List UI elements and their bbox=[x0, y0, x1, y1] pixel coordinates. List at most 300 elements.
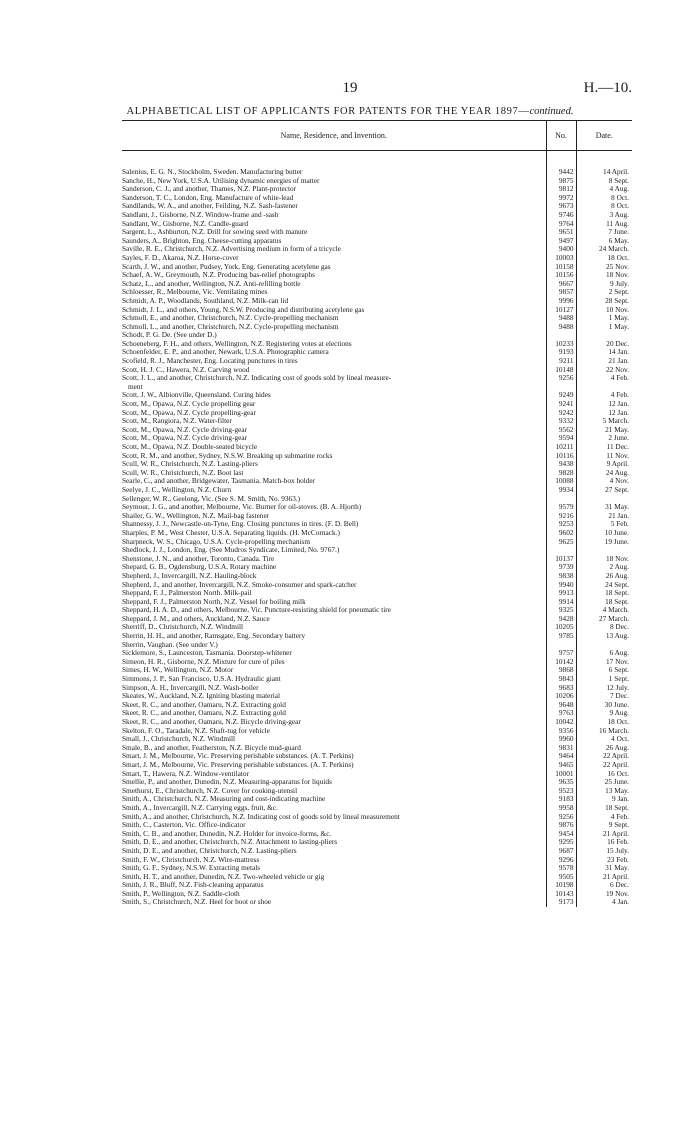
table-row bbox=[122, 684, 632, 693]
table-row bbox=[122, 701, 632, 710]
entry-date: 18 Oct. bbox=[576, 718, 632, 727]
entry-text: Smith, P., Wellington, N.Z. Saddle-cloth bbox=[122, 889, 240, 898]
entry-date: 22 Nov. bbox=[576, 366, 632, 375]
entry-date: 9 Sept. bbox=[576, 821, 632, 830]
table-row bbox=[122, 237, 632, 246]
entry-number: 9673 bbox=[546, 202, 576, 211]
entry-text: Scott, H. J. C., Hawera, N.Z. Carving wood bbox=[122, 365, 250, 374]
table-row bbox=[122, 795, 632, 804]
entry-number: 10088 bbox=[546, 477, 576, 486]
entry-text: Scott, M., Opawa, N.Z. Cycle propelling gear bbox=[122, 400, 256, 409]
entry-number bbox=[546, 383, 576, 392]
entry-number: 9594 bbox=[546, 434, 576, 443]
entry-date: 22 April. bbox=[576, 761, 632, 770]
entry-date: 2 Sept. bbox=[576, 288, 632, 297]
entry-date bbox=[576, 331, 632, 340]
entry-date: 12 Jan. bbox=[576, 400, 632, 409]
table-row bbox=[122, 649, 632, 658]
entry-text: Simpson, A. H., Invercargill, N.Z. Wash-boiler bbox=[122, 683, 259, 692]
entry-text: Sharples, P. M., West Chester, U.S.A. Separating liquids. (H. McCornack.) bbox=[122, 528, 340, 537]
entry-date: 26 Aug. bbox=[576, 744, 632, 753]
entry-text: Shenstone, J. N., and another, Toronto, Canada. Tire bbox=[122, 554, 275, 563]
table-row bbox=[122, 443, 632, 452]
entry-text: Smart, J. M., Melbourne, Vic. Preserving perishable substances. (A. T. Perkins) bbox=[122, 760, 354, 769]
entry-text: Sandlant, W., Gisborne, N.Z. Candle-guard bbox=[122, 219, 249, 228]
entry-number: 9868 bbox=[546, 666, 576, 675]
table-row bbox=[122, 529, 632, 538]
entry-text: Simeon, H. R., Gisborne, N.Z. Mixture for cure of piles bbox=[122, 657, 285, 666]
entry-date: 1 May. bbox=[576, 314, 632, 323]
table-row bbox=[122, 813, 632, 822]
entry-date: 4 Feb. bbox=[576, 391, 632, 400]
table-body bbox=[122, 151, 632, 908]
table-row bbox=[122, 890, 632, 899]
entry-date: 3 Aug. bbox=[576, 211, 632, 220]
entry-text: Searle, C., and another, Bridgewater, Tasmania. Match-box holder bbox=[122, 477, 316, 486]
entry-number: 9464 bbox=[546, 752, 576, 761]
entry-number: 9332 bbox=[546, 417, 576, 426]
entry-date: 13 May. bbox=[576, 787, 632, 796]
entry-number: 9325 bbox=[546, 606, 576, 615]
table-row bbox=[122, 804, 632, 813]
table-row bbox=[122, 374, 632, 383]
entry-date: 16 March. bbox=[576, 727, 632, 736]
entry-date: 7 June. bbox=[576, 228, 632, 237]
entry-date: 6 May. bbox=[576, 237, 632, 246]
entry-text: Sicklemore, S., Launceston, Tasmania. Doorstep-whitener bbox=[122, 649, 292, 658]
entry-date bbox=[576, 546, 632, 555]
entry-number: 9256 bbox=[546, 374, 576, 383]
entry-date: 4 Aug. bbox=[576, 185, 632, 194]
entry-date: 1 Sept. bbox=[576, 675, 632, 684]
entry-date: 9 April. bbox=[576, 460, 632, 469]
entry-number: 9295 bbox=[546, 838, 576, 847]
entry-text: Skeet, R. C., and another, Oamaru, N.Z. Bicycle driving-gear bbox=[122, 718, 301, 726]
entry-date: 18 Oct. bbox=[576, 254, 632, 263]
entry-number bbox=[546, 495, 576, 504]
entry-number: 10198 bbox=[546, 881, 576, 890]
table-row bbox=[122, 735, 632, 744]
table-row bbox=[122, 666, 632, 675]
table-row bbox=[122, 555, 632, 564]
entry-number bbox=[546, 331, 576, 340]
entry-text: Shepherd, J., and another, Invercargill, N.Z. Smoke-consumer and spark-catcher bbox=[122, 580, 357, 589]
entry-number: 9625 bbox=[546, 538, 576, 547]
entry-date: 12 Jan. bbox=[576, 409, 632, 418]
entry-date: 4 March. bbox=[576, 606, 632, 615]
entry-date: 2 Aug. bbox=[576, 563, 632, 572]
entry-date: 18 Nov. bbox=[576, 555, 632, 564]
table-row bbox=[122, 306, 632, 315]
table-row bbox=[122, 391, 632, 400]
entry-number: 10001 bbox=[546, 770, 576, 779]
entry-number: 9857 bbox=[546, 288, 576, 297]
table-row bbox=[122, 469, 632, 478]
table-row bbox=[122, 263, 632, 272]
entry-text: Sandlant, J., Gisborne, N.Z. Window-frame and -sash bbox=[122, 210, 279, 219]
entry-text: Salenius, E. G. N., Stockholm, Sweden. Manufacturing butter bbox=[122, 168, 303, 176]
entry-number: 9249 bbox=[546, 391, 576, 400]
table-row bbox=[122, 761, 632, 770]
entry-text: Schaef, A. W., Greymouth, N.Z. Producing bas-relief photographs bbox=[122, 271, 315, 280]
table-row bbox=[122, 194, 632, 203]
entry-text: Smale, B., and another, Featherston, N.Z. Bicycle mud-guard bbox=[122, 743, 301, 752]
table-row bbox=[122, 185, 632, 194]
entry-number: 9438 bbox=[546, 460, 576, 469]
table-row bbox=[122, 503, 632, 512]
entry-number: 9242 bbox=[546, 409, 576, 418]
entry-number: 9579 bbox=[546, 503, 576, 512]
entry-text: Smellie, P., and another, Dunedin, N.Z. Measuring-apparatus for liquids bbox=[122, 778, 332, 787]
entry-date: 10 Nov. bbox=[576, 306, 632, 315]
entry-number: 9400 bbox=[546, 245, 576, 254]
entry-text: Scott, M., Rangiora, N.Z. Water-filter bbox=[122, 417, 232, 426]
entry-date: 14 Jan. bbox=[576, 348, 632, 357]
entry-text: Scott, R. M., and another, Sydney, N.S.W. Breaking up submarine rocks bbox=[122, 451, 333, 460]
table-row bbox=[122, 280, 632, 289]
table-row bbox=[122, 331, 632, 340]
entry-date: 21 April. bbox=[576, 873, 632, 882]
entry-number: 9428 bbox=[546, 615, 576, 624]
entry-number: 9831 bbox=[546, 744, 576, 753]
table-row bbox=[122, 830, 632, 839]
entry-date: 19 June. bbox=[576, 538, 632, 547]
entry-text: Sanderson, C. J., and another, Thames, N.Z. Plant-protector bbox=[122, 185, 297, 194]
table-row bbox=[122, 856, 632, 865]
entry-text: Schoeneberg, F. H., and others, Wellington, N.Z. Registering votes at elections bbox=[122, 339, 352, 348]
table-row bbox=[122, 477, 632, 486]
entry-text: Sanderson, T. C., London, Eng. Manufacture of white-lead bbox=[122, 193, 294, 202]
entry-number: 9505 bbox=[546, 873, 576, 882]
entry-date: 21 April. bbox=[576, 830, 632, 839]
entry-number: 10206 bbox=[546, 692, 576, 701]
entry-number: 9996 bbox=[546, 297, 576, 306]
table-row bbox=[122, 228, 632, 237]
entry-date: 8 Oct. bbox=[576, 194, 632, 203]
entry-number: 9764 bbox=[546, 220, 576, 229]
table-row bbox=[122, 898, 632, 907]
entry-text: Sargent, L., Ashburton, N.Z. Drill for sowing seed with manure bbox=[122, 228, 308, 237]
entry-text: Seymour, J. G., and another, Melbourne, Vic. Burner for oil-stoves. (B. A. Hjorth) bbox=[122, 503, 362, 512]
table-row bbox=[122, 366, 632, 375]
entry-text: Skeates, W., Auckland, N.Z. Igniting blasting material bbox=[122, 692, 281, 701]
entry-number: 9562 bbox=[546, 426, 576, 435]
entry-number: 9488 bbox=[546, 314, 576, 323]
table-row bbox=[122, 409, 632, 418]
table-row bbox=[122, 778, 632, 787]
entry-date: 21 Jan. bbox=[576, 357, 632, 366]
entry-text: Shepherd, J., Invercargill, N.Z. Hauling-block bbox=[122, 571, 257, 580]
table-row bbox=[122, 538, 632, 547]
table-row bbox=[122, 426, 632, 435]
column-header-no: No. bbox=[546, 121, 576, 151]
entry-number: 9972 bbox=[546, 194, 576, 203]
entry-number: 9960 bbox=[546, 735, 576, 744]
entry-date: 24 Sept. bbox=[576, 581, 632, 590]
entry-number: 9523 bbox=[546, 787, 576, 796]
entry-date: 5 March. bbox=[576, 417, 632, 426]
entry-text: Simmons, J. P., San Francisco, U.S.A. Hydraulic giant bbox=[122, 675, 281, 684]
entry-number: 9876 bbox=[546, 821, 576, 830]
column-header-date: Date. bbox=[576, 121, 632, 151]
entry-number: 9465 bbox=[546, 761, 576, 770]
table-row bbox=[122, 821, 632, 830]
entry-text: Scull, W. R., Christchurch, N.Z. Boot last bbox=[122, 468, 244, 477]
entry-number: 9757 bbox=[546, 649, 576, 658]
table-row bbox=[122, 546, 632, 555]
entry-number: 10003 bbox=[546, 254, 576, 263]
entry-text: Smart, T., Hawera, N.Z. Window-ventilator bbox=[122, 769, 249, 778]
entry-text: Smith, C. B., and another, Dunedin, N.Z. Holder for invoice-forms, &c. bbox=[122, 829, 332, 838]
entry-number: 9211 bbox=[546, 357, 576, 366]
entry-text: Shannessy, J. J., Newcastle-on-Tyne, Eng. Closing punctures in tires. (F. D. Bell) bbox=[122, 520, 359, 529]
entry-date: 9 Aug. bbox=[576, 709, 632, 718]
entry-text: Shepard, G. B., Ogdensburg, U.S.A. Rotary machine bbox=[122, 563, 277, 572]
table-row bbox=[122, 718, 632, 727]
entry-number: 10205 bbox=[546, 623, 576, 632]
entry-date: 6 Aug. bbox=[576, 649, 632, 658]
table-row bbox=[122, 271, 632, 280]
entry-number: 9253 bbox=[546, 520, 576, 529]
entry-text: Smith, F. W., Christchurch, N.Z. Wire-mattress bbox=[122, 855, 260, 864]
table-row bbox=[122, 254, 632, 263]
entry-number: 9667 bbox=[546, 280, 576, 289]
entry-date: 4 Feb. bbox=[576, 374, 632, 383]
entry-number: 9828 bbox=[546, 469, 576, 478]
entry-date: 1 May. bbox=[576, 323, 632, 332]
entry-text: Sharpneck, W. S., Chicago, U.S.A. Cycle-propelling mechanism bbox=[122, 537, 311, 546]
entry-date: 4 Oct. bbox=[576, 735, 632, 744]
entry-date: 14 April. bbox=[576, 168, 632, 177]
entry-date: 24 March. bbox=[576, 245, 632, 254]
table-row bbox=[122, 787, 632, 796]
table-row bbox=[122, 709, 632, 718]
entry-text: Sayles, F. D., Akaroa, N.Z. Horse-cover bbox=[122, 253, 239, 262]
entry-date: 4 Nov. bbox=[576, 477, 632, 486]
table-row bbox=[122, 348, 632, 357]
entry-date: 21 May. bbox=[576, 426, 632, 435]
table-row bbox=[122, 520, 632, 529]
entry-number: 9296 bbox=[546, 856, 576, 865]
entry-text: Smith, G. F., Sydney, N.S.W. Extracting metals bbox=[122, 864, 261, 873]
entry-text: Scarth, J. W., and another, Pudsey, York, Eng. Generating acetylene gas bbox=[122, 262, 331, 271]
entry-date: 25 June. bbox=[576, 778, 632, 787]
table-row bbox=[122, 314, 632, 323]
entry-date: 26 Aug. bbox=[576, 572, 632, 581]
page-number: 19 bbox=[342, 80, 358, 96]
entry-date: 9 Jan. bbox=[576, 795, 632, 804]
entry-date: 27 Sept. bbox=[576, 486, 632, 495]
entry-number: 9838 bbox=[546, 572, 576, 581]
entry-text: Smith, A., Christchurch, N.Z. Measuring and cost-indicating machine bbox=[122, 795, 326, 804]
entry-date: 20 Dec. bbox=[576, 340, 632, 349]
entry-text: Scott, J. W., Albionville, Queensland. Curing hides bbox=[122, 391, 271, 400]
entry-text: Schloesser, R., Melbourne, Vic. Ventilating mines bbox=[122, 288, 268, 297]
entry-text: Schodt, P. G. De. (See under D.) bbox=[122, 331, 217, 340]
entry-text: Smith, D. E., and another, Christchurch, N.Z. Attachment to lasting-pliers bbox=[122, 838, 338, 847]
entry-number: 9454 bbox=[546, 830, 576, 839]
entry-text: Scott, M., Opawa, N.Z. Cycle driving-gear bbox=[122, 425, 248, 434]
table-row bbox=[122, 383, 632, 392]
entry-number: 10127 bbox=[546, 306, 576, 315]
entry-date: 23 Feb. bbox=[576, 856, 632, 865]
table-row bbox=[122, 512, 632, 521]
entry-text: Smethurst, E., Christchurch, N.Z. Cover for cooking-utensil bbox=[122, 786, 298, 795]
entry-date: 24 Aug. bbox=[576, 469, 632, 478]
entry-text: Schmidt, J. L., and others, Young, N.S.W. Producing and distributing acetylene gas bbox=[122, 305, 365, 314]
entry-text: Sanche, H., New York, U.S.A. Utilising dynamic energies of matter bbox=[122, 176, 320, 185]
entry-number: 9488 bbox=[546, 323, 576, 332]
entry-number: 10137 bbox=[546, 555, 576, 564]
entry-number: 9578 bbox=[546, 864, 576, 873]
entry-text: Sherrin, H. H., and another, Ramsgate, Eng. Secondary battery bbox=[122, 632, 306, 641]
table-row bbox=[122, 881, 632, 890]
entry-date: 4 Jan. bbox=[576, 898, 632, 907]
entry-number: 9958 bbox=[546, 804, 576, 813]
entry-date: 15 July. bbox=[576, 847, 632, 856]
entry-number: 9256 bbox=[546, 813, 576, 822]
entry-date: 5 Feb. bbox=[576, 520, 632, 529]
entry-text: Smith, H. T., and another, Dunedin, N.Z. Two-wheeled vehicle or gig bbox=[122, 872, 325, 881]
entry-date: 19 Nov. bbox=[576, 890, 632, 899]
entry-number: 10158 bbox=[546, 263, 576, 272]
table-row bbox=[122, 245, 632, 254]
table-row bbox=[122, 572, 632, 581]
entry-number: 9683 bbox=[546, 684, 576, 693]
entry-date: 7 Dec. bbox=[576, 692, 632, 701]
table-row bbox=[122, 727, 632, 736]
entry-number: 9241 bbox=[546, 400, 576, 409]
entry-number: 10233 bbox=[546, 340, 576, 349]
entry-text: Smith, S., Christchurch, N.Z. Heel for boot or shoe bbox=[122, 898, 272, 907]
entry-text: Scofield, R. J., Manchester, Eng. Locating punctures in tires bbox=[122, 357, 298, 366]
entry-text: Scott, M., Opawa, N.Z. Cycle driving-gear bbox=[122, 434, 248, 443]
entry-text: Smith, C., Casterton, Vic. Office-indicator bbox=[122, 821, 246, 830]
entry-text: Smith, D. E., and another, Christchurch, N.Z. Lasting-pliers bbox=[122, 846, 297, 855]
spacer-row bbox=[122, 151, 632, 169]
table-row bbox=[122, 752, 632, 761]
table-row bbox=[122, 434, 632, 443]
entry-text: Shailer, G. W., Wellington, N.Z. Mail-bag fastener bbox=[122, 511, 270, 520]
table-row bbox=[122, 495, 632, 504]
table-row bbox=[122, 589, 632, 598]
entry-number: 9651 bbox=[546, 228, 576, 237]
entry-number: 10143 bbox=[546, 890, 576, 899]
entry-text: Scull, W. R., Christchurch, N.Z. Lasting-pliers bbox=[122, 460, 258, 469]
entry-date: 17 Nov. bbox=[576, 658, 632, 667]
entry-number: 10042 bbox=[546, 718, 576, 727]
entry-date bbox=[576, 383, 632, 392]
table-row bbox=[122, 460, 632, 469]
entry-number: 9602 bbox=[546, 529, 576, 538]
table-row bbox=[122, 847, 632, 856]
table-header-row bbox=[122, 121, 632, 151]
table-row bbox=[122, 202, 632, 211]
entry-number: 9356 bbox=[546, 727, 576, 736]
entry-text: Sheppard, J. M., and others, Auckland, N.Z. Sauce bbox=[122, 614, 270, 623]
entry-date: 10 June. bbox=[576, 529, 632, 538]
entry-text: Schatz, L., and another, Wellington, N.Z. Anti-refilling bottle bbox=[122, 279, 301, 288]
entry-date: 12 July. bbox=[576, 684, 632, 693]
entry-text: Sherriff, D., Christchurch, N.Z. Windmill bbox=[122, 623, 244, 632]
entry-date: 18 Sept. bbox=[576, 804, 632, 813]
table-row bbox=[122, 598, 632, 607]
page-title bbox=[0, 106, 700, 117]
table-row bbox=[122, 641, 632, 650]
entry-text: Schoenfelder, E. P., and another, Newark, U.S.A. Photographic camera bbox=[122, 348, 329, 357]
entry-number: 9173 bbox=[546, 898, 576, 907]
table-row bbox=[122, 581, 632, 590]
table-row bbox=[122, 675, 632, 684]
entry-number: 9875 bbox=[546, 177, 576, 186]
entry-number: 9785 bbox=[546, 632, 576, 641]
entry-number: 9216 bbox=[546, 512, 576, 521]
table-row bbox=[122, 744, 632, 753]
entry-date: 6 Dec. bbox=[576, 881, 632, 890]
table-row bbox=[122, 168, 632, 177]
entry-date: 21 Jan. bbox=[576, 512, 632, 521]
entry-date: 30 June. bbox=[576, 701, 632, 710]
entry-date: 4 Feb. bbox=[576, 813, 632, 822]
table-row bbox=[122, 177, 632, 186]
table-row bbox=[122, 623, 632, 632]
entry-number: 9940 bbox=[546, 581, 576, 590]
table-row bbox=[122, 563, 632, 572]
entry-text: Scott, M., Opawa, N.Z. Cycle propelling-gear bbox=[122, 408, 256, 417]
entry-date: 28 Sept. bbox=[576, 297, 632, 306]
entry-text: Sheppard, F. J., Palmerston North. Milk-pail bbox=[122, 589, 252, 598]
title-main: ALPHABETICAL LIST OF APPLICANTS FOR PATENTS FOR THE YEAR 1897— bbox=[126, 106, 530, 117]
document-code: H.—10. bbox=[583, 80, 632, 96]
entry-date: 27 March. bbox=[576, 615, 632, 624]
entry-text: Seelye, J. C., Wellington, N.Z. Churn bbox=[122, 485, 232, 494]
entry-date: 18 Nov. bbox=[576, 271, 632, 280]
entry-number: 9193 bbox=[546, 348, 576, 357]
entry-number: 9934 bbox=[546, 486, 576, 495]
entry-date: 8 Oct. bbox=[576, 202, 632, 211]
entry-date: 9 July. bbox=[576, 280, 632, 289]
entry-number: 9183 bbox=[546, 795, 576, 804]
table-row bbox=[122, 864, 632, 873]
table-row bbox=[122, 606, 632, 615]
table-row bbox=[122, 692, 632, 701]
entry-date: 11 Nov. bbox=[576, 452, 632, 461]
entry-date: 8 Sept. bbox=[576, 177, 632, 186]
table-row bbox=[122, 658, 632, 667]
entry-text: Small, J., Christchurch, N.Z. Windmill bbox=[122, 735, 236, 744]
entry-number: 9635 bbox=[546, 778, 576, 787]
entry-text: Simes, H. W., Wellington, N.Z. Motor bbox=[122, 666, 234, 675]
entry-text: Smith, A., Invercargill, N.Z. Carrying eggs, fruit, &c. bbox=[122, 803, 278, 812]
entry-text: Smith, A., and another, Christchurch, N.Z. Indicating cost of goods sold by lineal measurement bbox=[122, 812, 400, 821]
entry-date: 18 Sept. bbox=[576, 589, 632, 598]
entry-date: 2 June. bbox=[576, 434, 632, 443]
entry-number: 9812 bbox=[546, 185, 576, 194]
column-header-name: Name, Residence, and Invention. bbox=[122, 121, 546, 151]
table-row bbox=[122, 357, 632, 366]
entry-date: 25 Nov. bbox=[576, 263, 632, 272]
table-row bbox=[122, 400, 632, 409]
entry-number: 9913 bbox=[546, 589, 576, 598]
entry-number: 10211 bbox=[546, 443, 576, 452]
entry-number: 10148 bbox=[546, 366, 576, 375]
entry-text: Saunders, A., Brighton, Eng. Cheese-cutting apparatus bbox=[122, 236, 282, 245]
entry-number: 10142 bbox=[546, 658, 576, 667]
table-row bbox=[122, 873, 632, 882]
entry-date bbox=[576, 495, 632, 504]
table-row bbox=[122, 211, 632, 220]
entry-text: Skeet, R. C., and another, Oamaru, N.Z. Extracting gold bbox=[122, 709, 286, 718]
